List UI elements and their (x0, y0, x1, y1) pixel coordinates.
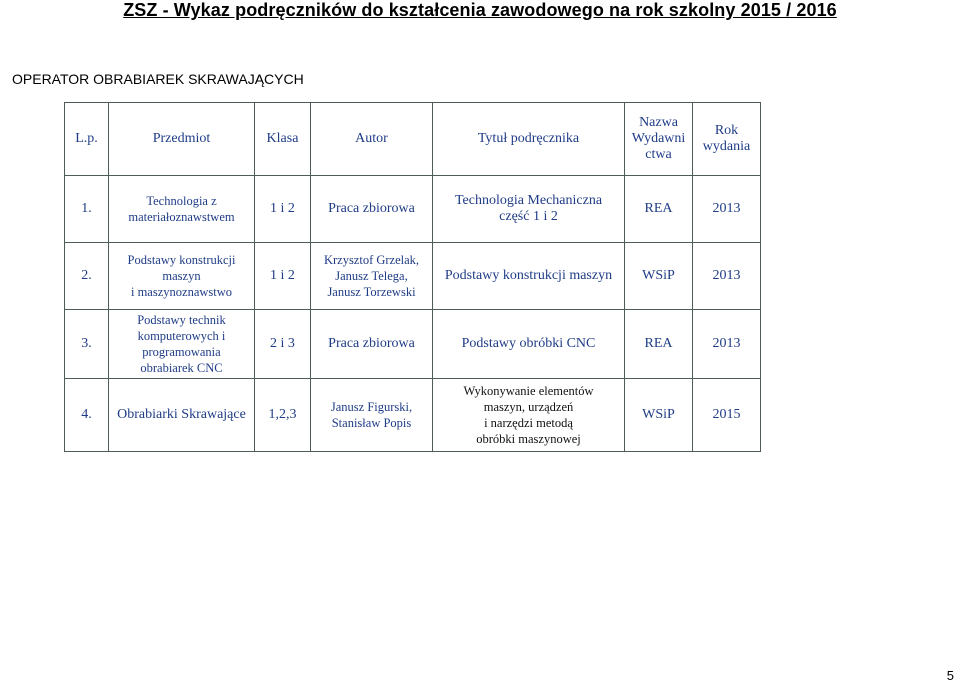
cell-klasa: 2 i 3 (255, 310, 311, 379)
cell-autor (311, 176, 433, 243)
cell-tytul (433, 176, 625, 243)
autor-line: Praca zbiorowa (328, 201, 415, 216)
header-wyd-line: Wydawni (631, 131, 686, 146)
cell-rok: 2013 (693, 310, 761, 379)
profession-heading: OPERATOR OBRABIAREK SKRAWAJĄCYCH (12, 71, 304, 87)
header-rok-line: Rok (714, 123, 739, 138)
cell-wydawnictwo: REA (625, 176, 693, 243)
table-row (65, 176, 761, 243)
textbook-table (64, 102, 761, 452)
autor-line: Janusz Figurski, (330, 400, 413, 414)
header-lp: L.p. (65, 103, 109, 176)
header-subject: Przedmiot (109, 103, 255, 176)
cell-autor (311, 243, 433, 310)
cell-subject (109, 243, 255, 310)
header-wyd-line: ctwa (645, 147, 672, 162)
cell-rok: 2015 (693, 379, 761, 452)
cell-autor (311, 379, 433, 452)
header-rok (693, 103, 761, 176)
subject-line: i maszynoznawstwo (130, 285, 233, 299)
subject-line: maszyn (162, 269, 201, 283)
tytul-line: część 1 i 2 (499, 209, 558, 224)
subject-line: Technologia z (146, 194, 217, 208)
cell-lp: 3. (65, 310, 109, 379)
tytul-line: obróbki maszynowej (476, 432, 581, 446)
autor-line: Praca zbiorowa (328, 336, 415, 351)
cell-wydawnictwo: WSiP (625, 379, 693, 452)
cell-tytul (433, 243, 625, 310)
subject-line: obrabiarek CNC (140, 361, 223, 375)
cell-wydawnictwo: WSiP (625, 243, 693, 310)
autor-line: Janusz Torzewski (327, 285, 416, 299)
cell-klasa: 1 i 2 (255, 243, 311, 310)
cell-subject (109, 176, 255, 243)
cell-subject (109, 379, 255, 452)
header-wyd-line: Nazwa (639, 115, 678, 130)
tytul-line: Podstawy obróbki CNC (461, 336, 596, 351)
subject-line: Obrabiarki Skrawające (117, 407, 246, 422)
autor-line: Janusz Telega, (335, 269, 408, 283)
cell-subject (109, 310, 255, 379)
cell-rok: 2013 (693, 176, 761, 243)
cell-autor (311, 310, 433, 379)
header-tytul: Tytuł podręcznika (433, 103, 625, 176)
autor-line: Krzysztof Grzelak, (323, 253, 420, 267)
header-autor: Autor (311, 103, 433, 176)
cell-lp: 4. (65, 379, 109, 452)
autor-line: Stanisław Popis (331, 416, 412, 430)
subject-line: programowania (142, 345, 221, 359)
page-number: 5 (946, 668, 954, 683)
tytul-line: Podstawy konstrukcji maszyn (444, 268, 613, 283)
cell-klasa: 1 i 2 (255, 176, 311, 243)
tytul-line: Wykonywanie elementów (463, 384, 594, 398)
tytul-line: i narzędzi metodą (484, 416, 573, 430)
subject-line: Podstawy technik (137, 313, 226, 327)
cell-klasa: 1,2,3 (255, 379, 311, 452)
header-rok-line: wydania (702, 139, 751, 154)
header-klasa: Klasa (255, 103, 311, 176)
subject-line: komputerowych i (137, 329, 226, 343)
document-title: ZSZ - Wykaz podręczników do kształcenia zawodowego na rok szkolny 2015 / 2016 (123, 0, 837, 20)
subject-line: Podstawy konstrukcji (127, 253, 236, 267)
header-wydawnictwo (625, 103, 693, 176)
table-header-row (65, 103, 761, 176)
cell-tytul (433, 310, 625, 379)
table-row (65, 379, 761, 452)
cell-rok: 2013 (693, 243, 761, 310)
tytul-line: maszyn, urządzeń (483, 400, 574, 414)
cell-wydawnictwo: REA (625, 310, 693, 379)
table-row (65, 310, 761, 379)
cell-lp: 1. (65, 176, 109, 243)
cell-tytul (433, 379, 625, 452)
table-row (65, 243, 761, 310)
cell-lp: 2. (65, 243, 109, 310)
subject-line: materiałoznawstwem (128, 210, 235, 224)
tytul-line: Technologia Mechaniczna (454, 193, 603, 208)
